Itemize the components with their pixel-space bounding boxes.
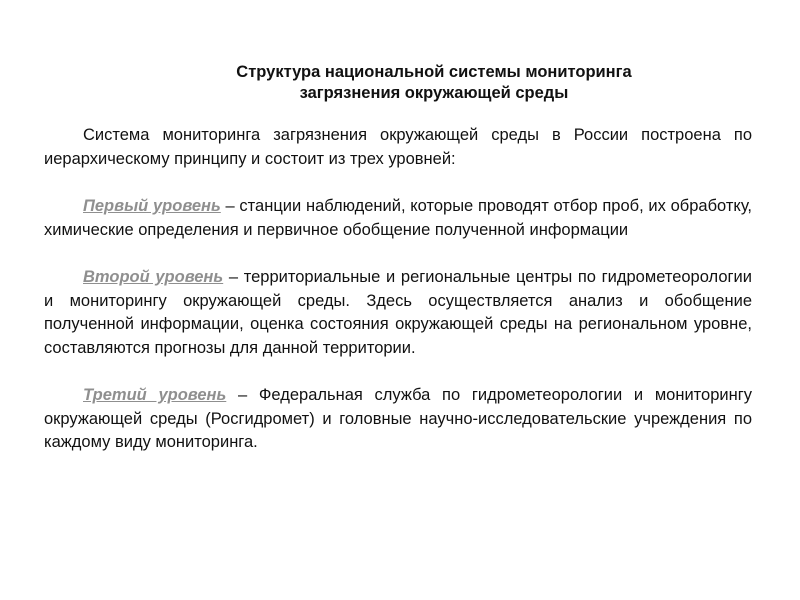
level-1-label: Первый уровень [83, 197, 221, 215]
intro-paragraph: Система мониторинга загрязнения окружающей среды в России построена по иерархическому принципу и состоит из трех уровней: [44, 126, 752, 168]
level-3-label: Третий уровень [83, 386, 227, 404]
level-3-paragraph [44, 384, 752, 455]
level-2-text: – территориальные и региональные центры по гидрометеорологии и мониторингу окружающей среды. Здесь осуществляется анализ и обобщение полученной информации, оценка состояния окружающей среды на региональном уровне, составляются прогнозы для данной территории. [44, 268, 752, 357]
title-line-2: загрязнения окружающей среды [299, 84, 569, 102]
level-2-label: Второй уровень [83, 268, 224, 286]
level-1-text: – станции наблюдений, которые проводят отбор проб, их обработку, химические определения и первичное обобщение полученной информации [44, 197, 752, 239]
level-3-text: – Федеральная служба по гидрометеорологии и мониторингу окружающей среды (Росгидромет) и головные научно-исследовательские учреждения по каждому виду мониторинга. [44, 386, 753, 451]
level-2-paragraph [44, 266, 752, 360]
level-1-paragraph [44, 195, 752, 242]
page-title [116, 62, 752, 104]
title-line-1: Структура национальной системы мониторинга [236, 63, 632, 81]
